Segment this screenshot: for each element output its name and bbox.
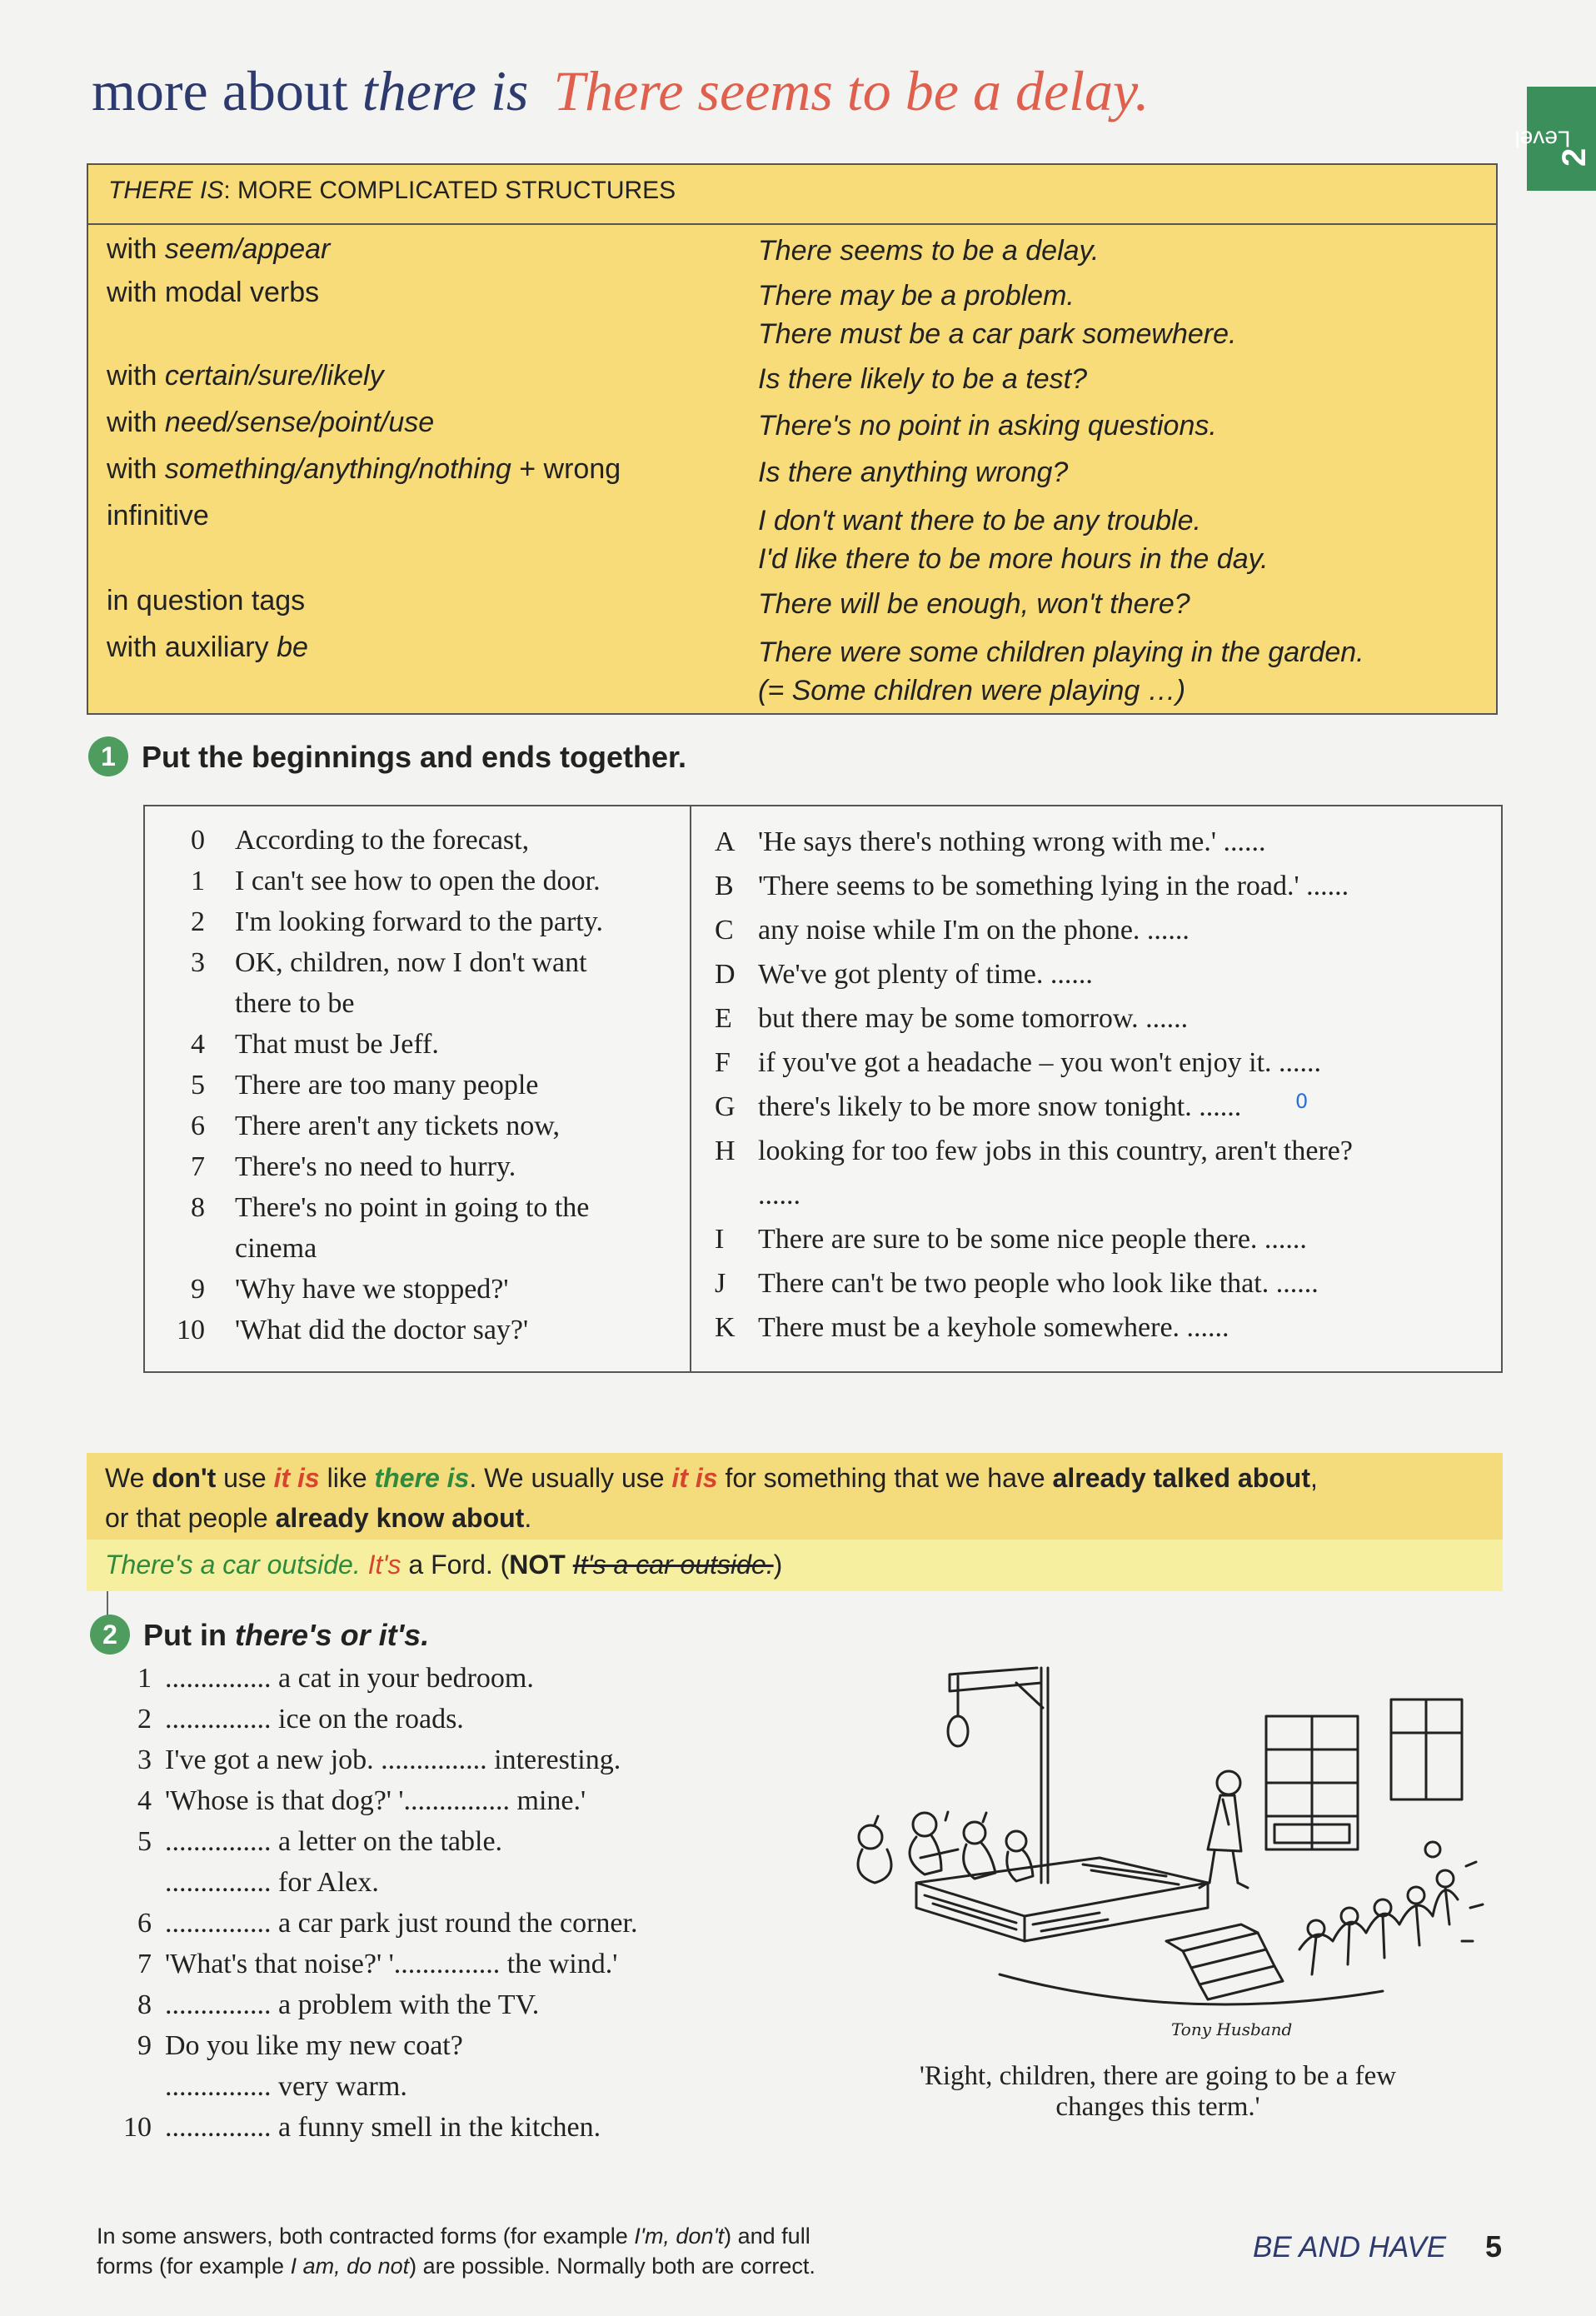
window-drawing [1266,1700,1462,1849]
teacher-drawing [1199,1771,1248,1888]
exercise-2-item: 9 Do you like my new coat? [137,2030,463,2061]
page-number: 5 [1485,2229,1503,2264]
staff-group-drawing [858,1812,1033,1883]
exercise-2-item: 6 ............... a car park just round the corner. [137,1908,638,1939]
table-row-label: with modal verbs [107,277,320,308]
table-row-label: with certain/sure/likely [107,360,384,392]
table-row-example: There may be a problem. [758,280,1075,312]
table-row-example: There must be a car park somewhere. [758,318,1237,350]
grammar-table-header: THERE IS: MORE COMPLICATED STRUCTURES [88,165,1496,225]
section-name: BE AND HAVE [1253,2231,1447,2264]
cartoon-signature: Tony Husband [1171,2019,1293,2039]
children-drawing [1299,1842,1483,1974]
table-row-label: with need/sense/point/use [107,407,435,438]
exercise-2-item: 2 ............... ice on the roads. [137,1704,464,1735]
table-row-example: There's no point in asking questions. [758,410,1217,442]
exercise-2-item: ............... very warm. [165,2071,407,2102]
gallows-drawing [948,1668,1048,1883]
table-row-example: I don't want there to be any trouble. [758,505,1201,537]
note-line-2: or that people already know about. [105,1503,532,1533]
exercise-2-item: 1 ............... a cat in your bedroom. [137,1663,534,1694]
table-row-example: Is there anything wrong? [758,457,1069,488]
table-row-example: I'd like there to be more hours in the day. [758,543,1269,575]
note-example: There's a car outside. It's a Ford. (NOT It's a car outside.) [105,1550,783,1580]
note-line-1: We don't use it is like there is. We usually use it is for something that we have already talked about, [105,1463,1318,1493]
exercise-2-instruction: Put in there's or it's. [143,1618,430,1652]
exercise-1-instruction: Put the beginnings and ends together. [142,740,687,774]
table-row-label: with something/anything/nothing + wrong [107,453,621,485]
table-row-label: with seem/appear [107,233,331,265]
exercise-2-item: ............... for Alex. [165,1867,379,1898]
cartoon-illustration [850,1658,1508,2049]
exercise-2-item: 10 ............... a funny smell in the kitchen. [123,2112,601,2143]
exercise-2-item: 4 'Whose is that dog?' '............... mine.' [137,1785,586,1816]
title-example: There seems to be a delay. [553,59,1150,122]
exercise-2-badge: 2 [90,1615,130,1655]
exercise-2-item: 3 I've got a new job. ............... interesting. [137,1744,621,1775]
table-row-label: infinitive [107,500,209,532]
table-row-example: (= Some children were playing …) [758,675,1186,706]
table-row-label: with auxiliary be [107,631,308,663]
platform-drawing [916,1858,1208,1941]
level-tab: Level 2 [1527,87,1596,191]
cartoon-caption: 'Right, children, there are going to be a few changes this term.' [919,2061,1397,2122]
handwritten-answer: 0 [1295,1090,1309,1113]
page-title: more about there is There seems to be a delay. [92,59,1150,122]
table-row-label: in question tags [107,585,306,616]
table-row-example: There seems to be a delay. [758,235,1100,267]
table-row-example: There will be enough, won't there? [758,588,1190,620]
table-divider [690,806,691,1371]
grammar-table [87,163,1498,715]
table-row-example: Is there likely to be a test? [758,363,1087,395]
exercise-1-badge: 1 [88,736,128,776]
footer-note: In some answers, both contracted forms (for example I'm, don't) and full forms (for example I am, do not) are possible. Normally both are correct. [97,2224,815,2279]
exercise-2-item: 8 ............... a problem with the TV. [137,1989,540,2020]
exercise-2-item: 5 ............... a letter on the table. [137,1826,503,1857]
exercise-2-item: 7 'What's that noise?' '............... the wind.' [137,1949,618,1979]
table-row-example: There were some children playing in the garden. [758,636,1364,668]
matching-table: 0 According to the forecast, 1 I can't see how to open the door. 2 I'm looking forward to the party. 3 OK, children, now I don't want there to be 4 That must be Jeff. 5 There are too many people 6 There aren't any tickets now, 7 There's no need to hurry. 8 There's no point in going to the cinema 9 'Why have we stopped?' 10 'What did the doctor say?' A 'He says there's nothing wrong with me.' ...... B 'There seems to be something lying in the road.' ...... C any noise while I'm on the phone. ...... D We've got plenty of time. ...... E but there may be some tomorrow. ...... F if you've got a headache – you won't enjoy it. ...... G there's likely to be more snow tonight. ...... H looking for too few jobs in this country, aren't there? ...... I There are sure to be some nice people there. ...... J There can't be two people who look like that. ...... K There must be a keyhole somewhere. ...... 0 [143,805,1503,1373]
